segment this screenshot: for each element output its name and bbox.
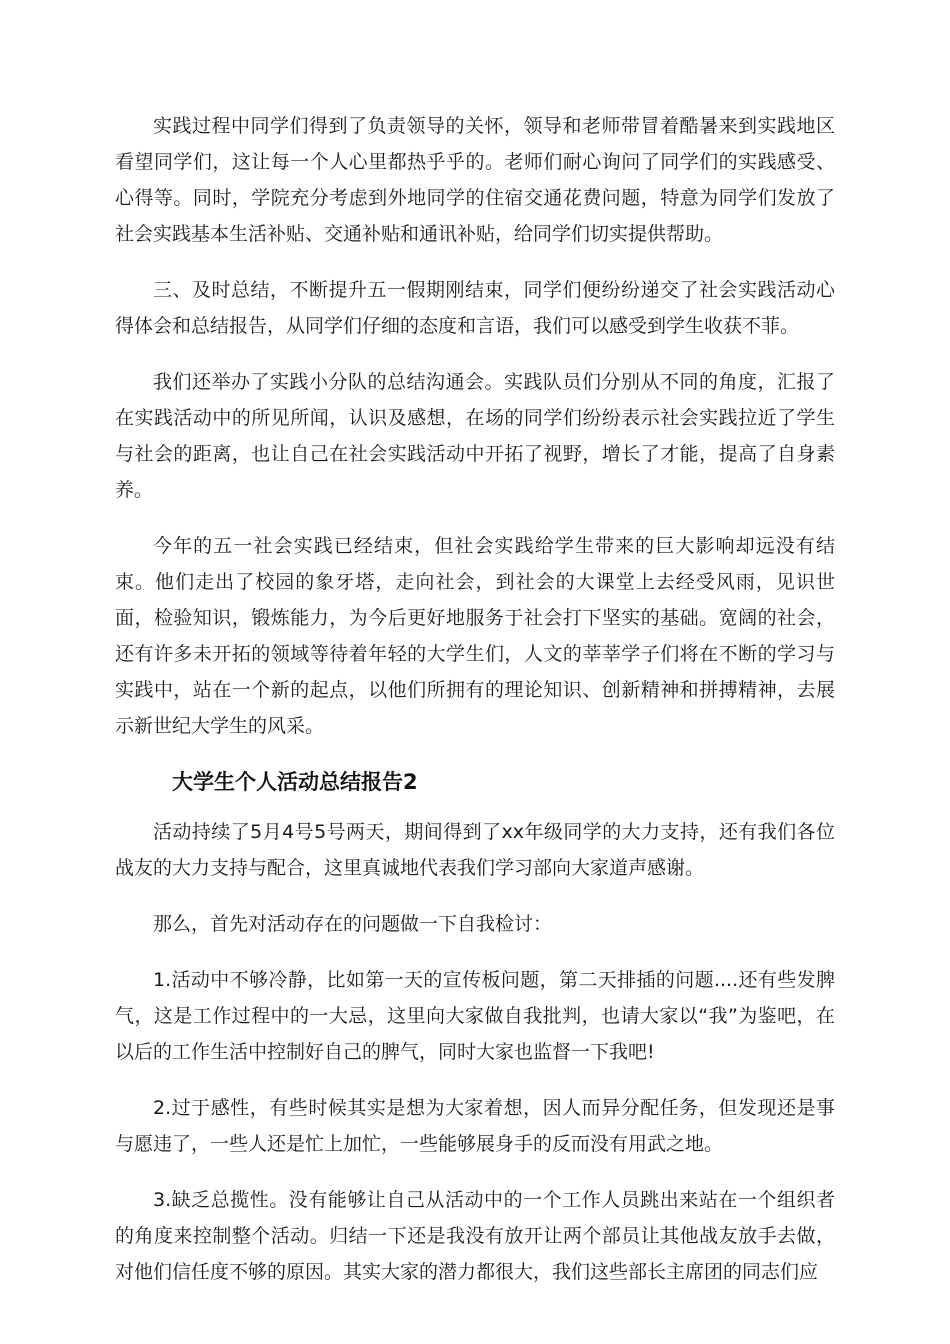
document-page	[115, 108, 835, 1310]
section-title: 大学生个人活动总结报告2	[172, 770, 418, 794]
paragraph-issue-3: 3.缺乏总揽性。没有能够让自己从活动中的一个工作人员跳出来站在一个组织者的角度来控制整个活动。归结一下还是我没有放开让两个部员让其他战友放手去做，对他们信任度不够的原因。其实大家的潜力都很大，我们这些部长主席团的同志们应	[115, 1189, 835, 1283]
paragraph-summary-meeting: 我们还举办了实践小分队的总结沟通会。实践队员们分别从不同的角度，汇报了在实践活动中的所见所闻，认识及感想，在场的同学们纷纷表示社会实践拉近了学生与社会的距离，也让自己在社会实践活动中开拓了视野，增长了才能，提高了自身素养。	[115, 371, 835, 501]
paragraph-timely-summary: 三、及时总结，不断提升五一假期刚结束，同学们便纷纷递交了社会实践活动心得体会和总结报告，从同学们仔细的态度和言语，我们可以感受到学生收获不菲。	[115, 279, 835, 337]
paragraph-self-review-intro: 那么，首先对活动存在的问题做一下自我检讨：	[153, 913, 553, 935]
paragraph-conclusion: 今年的五一社会实践已经结束，但社会实践给学生带来的巨大影响却远没有结束。他们走出了校园的象牙塔，走向社会，到社会的大课堂上去经受风雨，见识世面，检验知识，锻炼能力，为今后更好地服务于社会打下坚实的基础。宽阔的社会，还有许多未开拓的领域等待着年轻的大学生们，人文的莘莘学子们将在不断的学习与实践中，站在一个新的起点，以他们所拥有的理论知识、创新精神和拼搏精神，去展示新世纪大学生的风采。	[115, 535, 835, 737]
paragraph-leader-care: 实践过程中同学们得到了负责领导的关怀，领导和老师带冒着酷暑来到实践地区看望同学们，这让每一个人心里都热乎乎的。老师们耐心询问了同学们的实践感受、心得等。同时，学院充分考虑到外地同学的住宿交通花费问题，特意为同学们发放了社会实践基本生活补贴、交通补贴和通讯补贴，给同学们切实提供帮助。	[115, 115, 835, 245]
paragraph-issue-1: 1.活动中不够冷静，比如第一天的宣传板问题，第二天排插的问题....还有些发脾气，这是工作过程中的一大忌，这里向大家做自我批判，也请大家以“我”为鉴吧，在以后的工作生活中控制好自己的脾气，同时大家也监督一下我吧!	[115, 969, 835, 1063]
paragraph-issue-2: 2.过于感性，有些时候其实是想为大家着想，因人而异分配任务，但发现还是事与愿违了，一些人还是忙上加忙，一些能够展身手的反而没有用武之地。	[115, 1097, 835, 1155]
paragraph-activity-intro: 活动持续了5月4号5号两天，期间得到了xx年级同学的大力支持，还有我们各位战友的大力支持与配合，这里真诚地代表我们学习部向大家道声感谢。	[115, 821, 835, 879]
